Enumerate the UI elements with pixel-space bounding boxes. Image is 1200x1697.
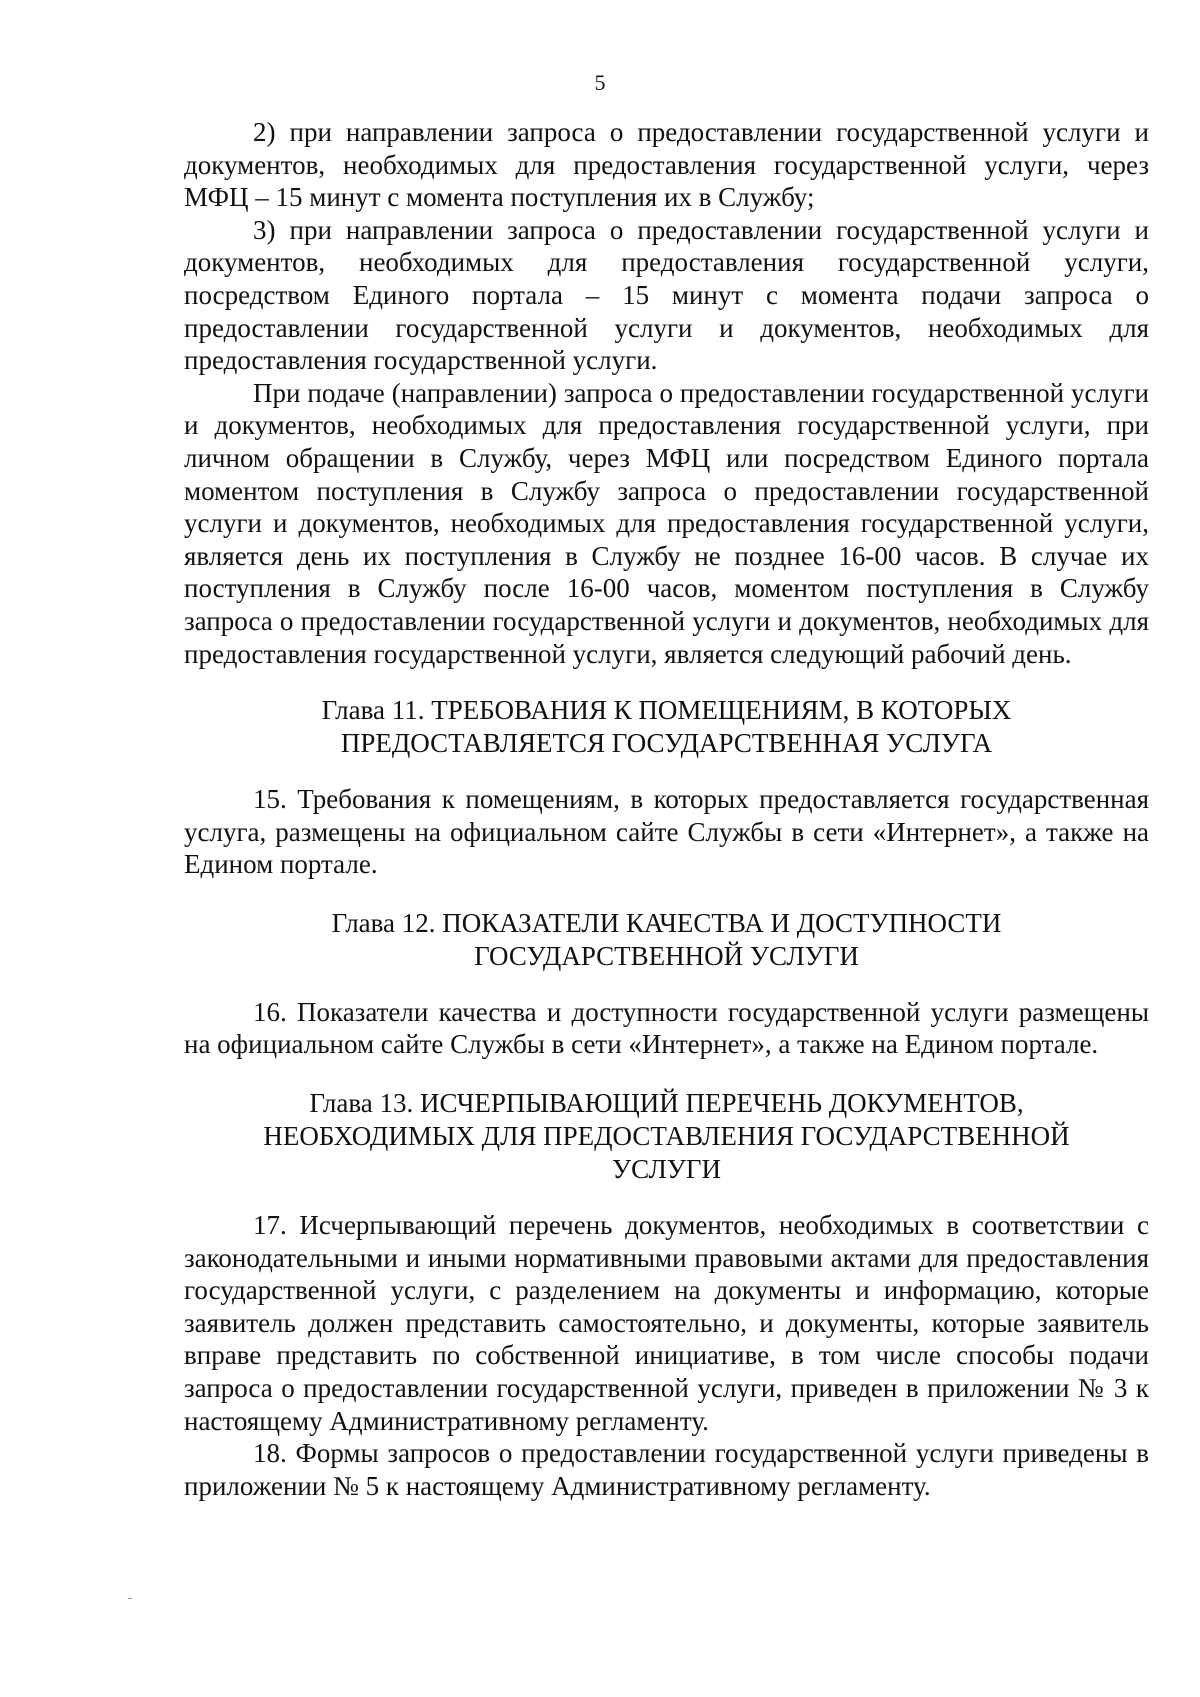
chapter-12-heading — [184, 907, 1149, 973]
chapter-13-heading-line-2: НЕОБХОДИМЫХ ДЛЯ ПРЕДОСТАВЛЕНИЯ ГОСУДАРСТВЕННОЙ — [263, 1121, 1070, 1152]
chapter-12-heading-line-1: Глава 12. ПОКАЗАТЕЛИ КАЧЕСТВА И ДОСТУПНОСТИ — [331, 907, 1002, 938]
page-number: 5 — [594, 70, 606, 95]
chapter-13-heading-line-3: УСЛУГИ — [612, 1154, 721, 1185]
paragraph-submission-moment: При подаче (направлении) запроса о предоставлении государственной услуги и документов, необходимых для предоставления государственной услуги, при личном обращении в Службу, через МФЦ или посредством Единого портала моментом поступления в Службу запроса о предоставлении государственной услуги и документов, необходимых для предоставления государственной услуги, является день их поступления в Службу не позднее 16-00 часов. В случае их поступления в Службу после 16-00 часов, моментом поступления в Службу запроса о предоставлении государственной услуги и документов, необходимых для предоставления государственной услуги, является следующий рабочий день. — [184, 377, 1149, 669]
scan-speck — [128, 1598, 132, 1599]
chapter-11-heading — [184, 694, 1149, 760]
paragraph-17: 17. Исчерпывающий перечень документов, необходимых в соответствии с законодательными и иными нормативными правовыми актами для предоставления государственной услуги, с разделением на документы и информацию, которые заявитель должен представить самостоятельно, и документы, которые заявитель вправе представить по собственной инициативе, в том числе способы подачи запроса о предоставлении государственной услуги, приведен в приложении № 3 к настоящему Административному регламенту. — [184, 1210, 1149, 1436]
paragraph-18: 18. Формы запросов о предоставлении государственной услуги приведены в приложении № 5 к настоящему Административному регламенту. — [184, 1438, 1149, 1501]
document-body — [184, 116, 1149, 1502]
chapter-11-heading-line-2: ПРЕДОСТАВЛЯЕТСЯ ГОСУДАРСТВЕННАЯ УСЛУГА — [340, 728, 993, 759]
paragraph-item-3: 3) при направлении запроса о предоставлении государственной услуги и документов, необходимых для предоставления государственной услуги, посредством Единого портала – 15 минут с момента подачи запроса о предоставлении государственной услуги и документов, необходимых для предоставления государственной услуги. — [184, 214, 1149, 376]
paragraph-16: 16. Показатели качества и доступности государственной услуги размещены на официальном сайте Службы в сети «Интернет», а также на Едином портале. — [184, 996, 1149, 1060]
chapter-13-heading-line-1: Глава 13. ИСЧЕРПЫВАЮЩИЙ ПЕРЕЧЕНЬ ДОКУМЕНТОВ, — [309, 1088, 1024, 1119]
chapter-12-heading-line-2: ГОСУДАРСТВЕННОЙ УСЛУГИ — [474, 940, 859, 971]
chapter-13-heading — [184, 1087, 1149, 1186]
paragraph-15: 15. Требования к помещениям, в которых предоставляется государственная услуга, размещены на официальном сайте Службы в сети «Интернет», а также на Едином портале. — [184, 784, 1149, 880]
paragraph-item-2: 2) при направлении запроса о предоставлении государственной услуги и документов, необходимых для предоставления государственной услуги, через МФЦ – 15 минут с момента поступления их в Службу; — [184, 117, 1149, 213]
chapter-11-heading-line-1: Глава 11. ТРЕБОВАНИЯ К ПОМЕЩЕНИЯМ, В КОТОРЫХ — [321, 695, 1012, 726]
